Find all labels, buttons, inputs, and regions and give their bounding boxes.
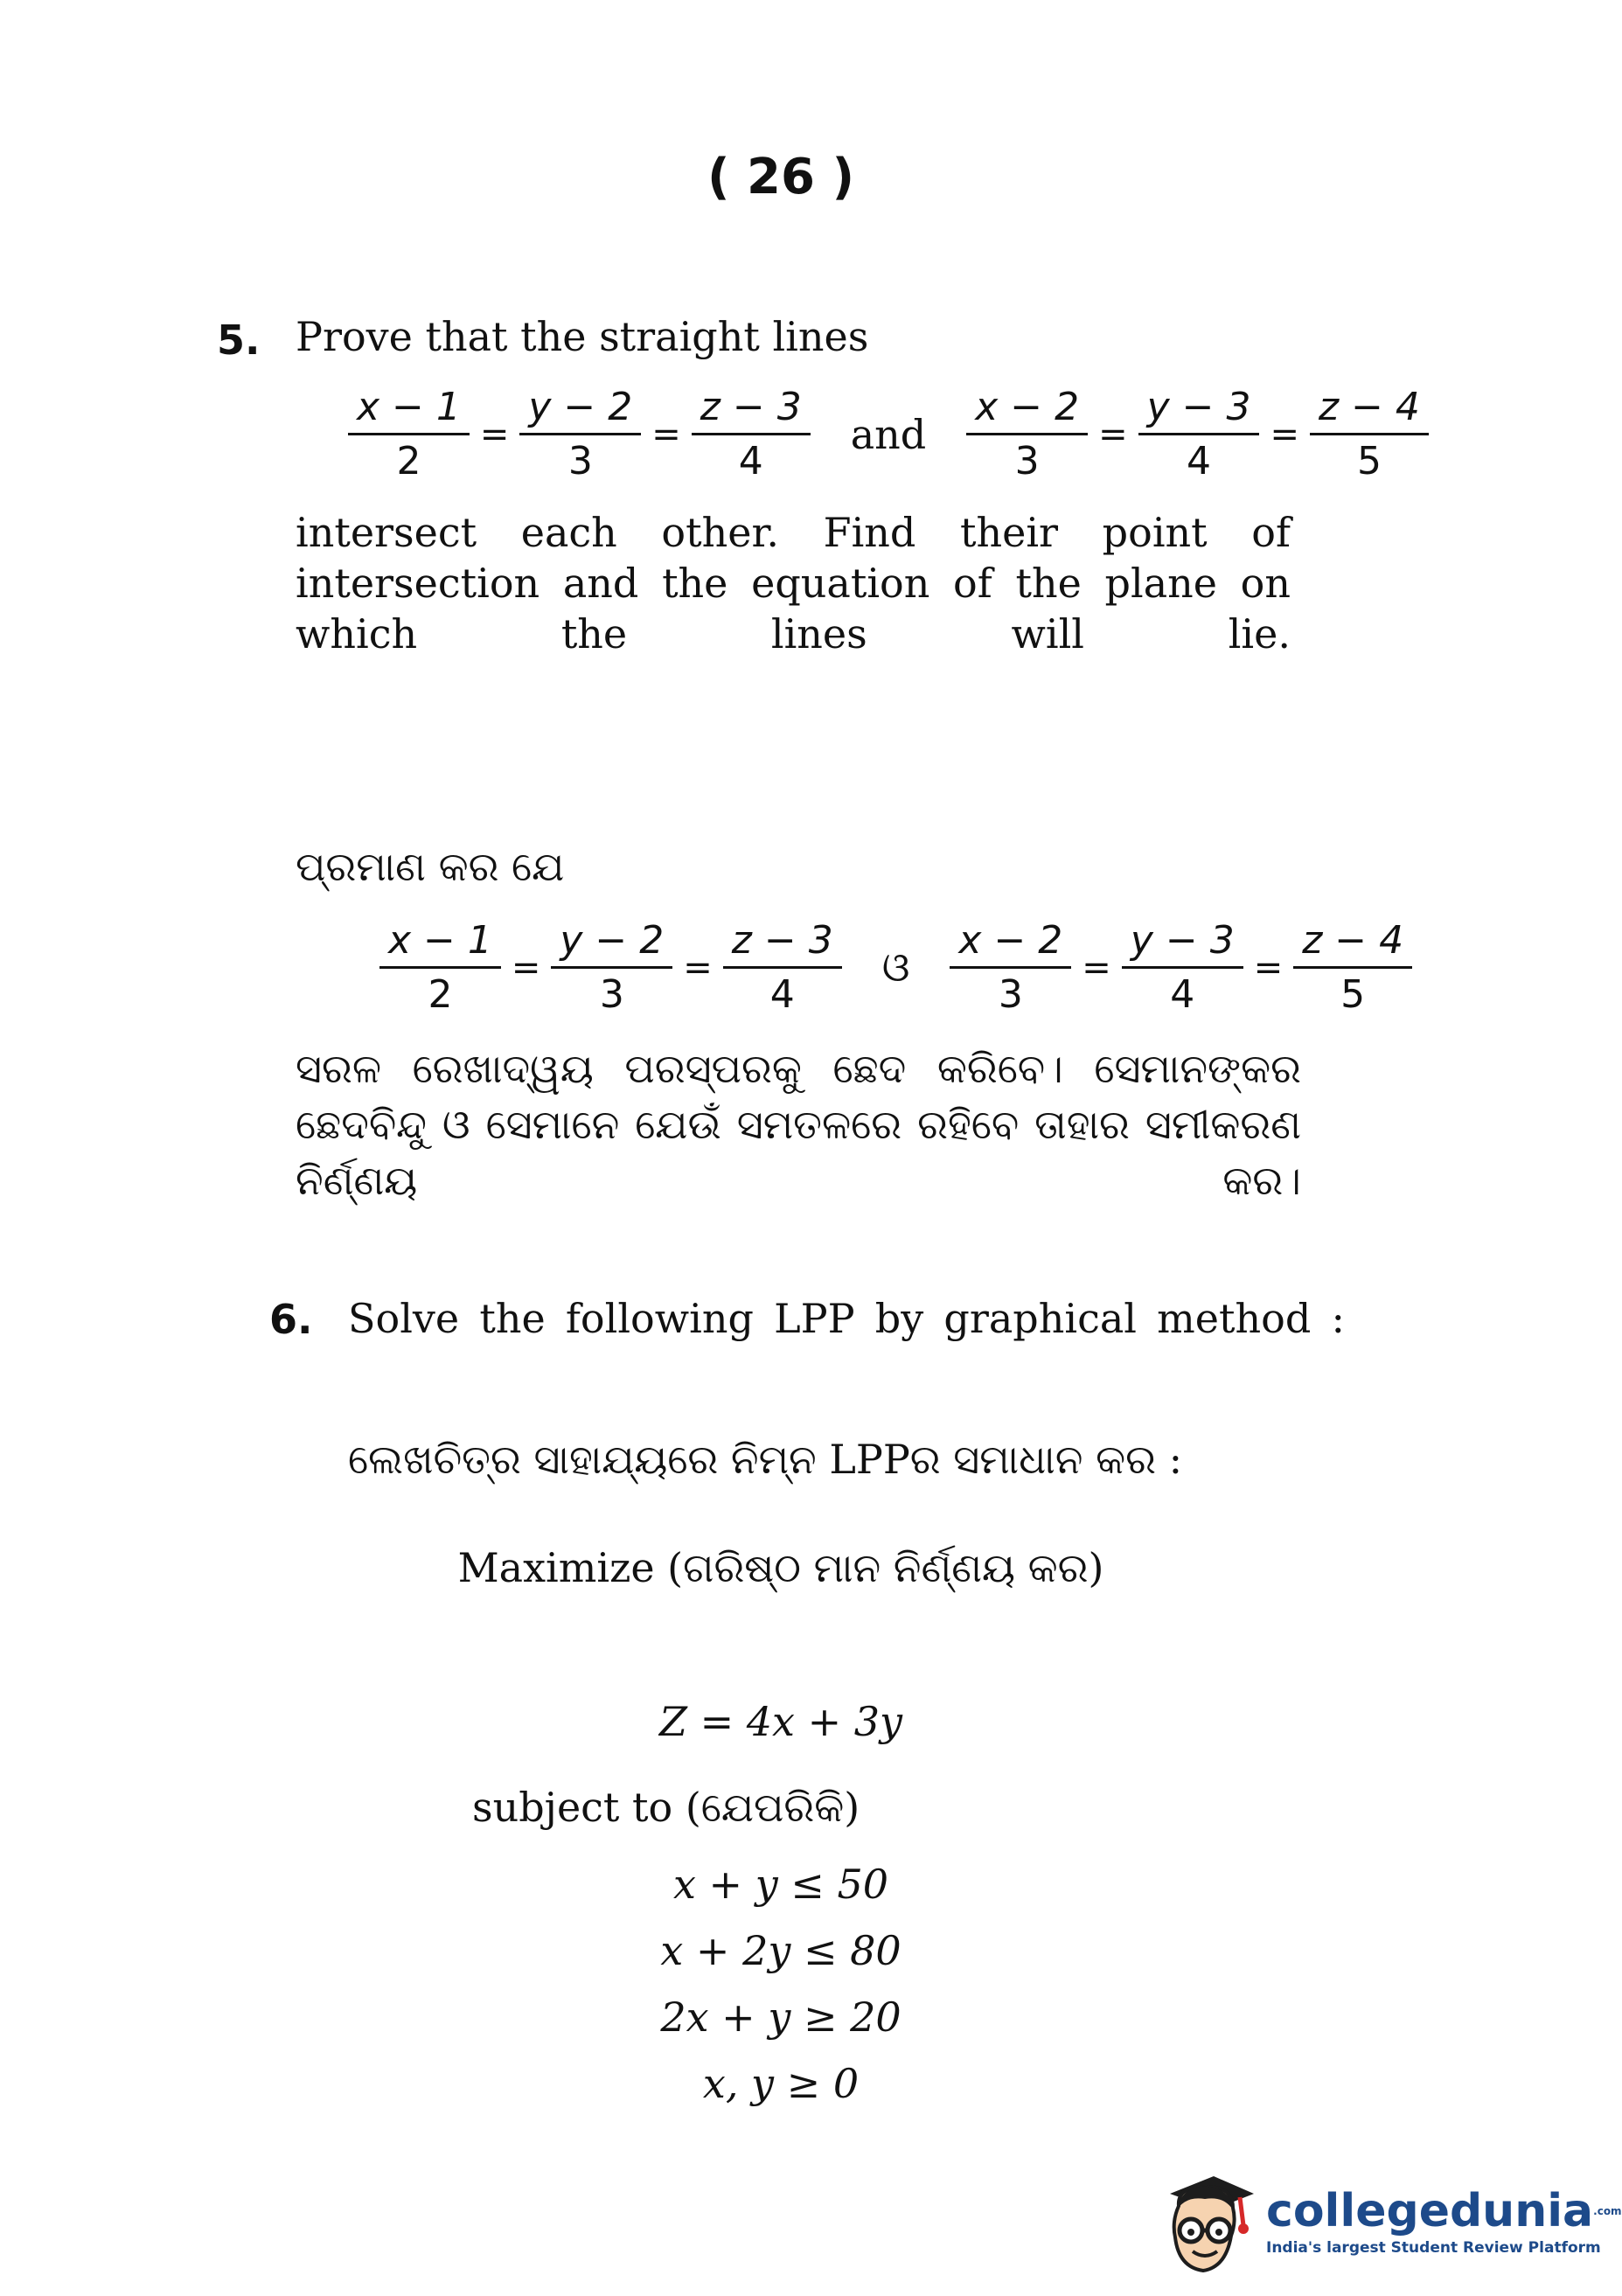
denominator: 2 <box>396 439 421 484</box>
student-mascot-icon <box>1152 2160 1257 2283</box>
fraction <box>692 385 811 484</box>
page-number: ( 26 ) <box>707 149 855 205</box>
fraction <box>1138 385 1260 484</box>
denominator: 2 <box>428 972 453 1017</box>
question-5-intro-odia: ପ୍ରମାଣ କର ଯେ <box>296 843 565 890</box>
question-5-equations-en: $\frac{x - 1}{2}$ = $\frac{y - 2}{3}$ = $\frac{z - 3}{4}$ and $\frac{x - 2}{3}$ = $\frac{y - 3}{4}$ = $\frac{z - 4}{5}$ <box>343 385 1434 484</box>
logo-tagline: India's largest Student Review Platform <box>1266 2239 1601 2257</box>
numerator: x − 1 <box>388 918 492 963</box>
numerator: x − 2 <box>975 385 1080 429</box>
numerator: z − 3 <box>731 918 833 963</box>
conjunction-o: ଓ <box>881 943 910 991</box>
denominator: 3 <box>567 439 593 484</box>
fraction <box>1310 385 1429 484</box>
maximize-label: Maximize (ଗରିଷ୍ଠ ମାନ ନିର୍ଣ୍ଣୟ କର) <box>457 1544 1104 1591</box>
subject-to-label: subject to (ଯେପରିକି) <box>472 1784 860 1831</box>
constraint: x + 2y ≤ 80 <box>660 1927 901 1974</box>
logo-suffix: .com <box>1593 2205 1622 2217</box>
constraint: x, y ≥ 0 <box>702 2060 860 2107</box>
numerator: z − 4 <box>1319 385 1420 429</box>
question-5-intro: Prove that the straight lines <box>296 313 869 360</box>
collegedunia-logo[interactable] <box>1152 2156 1622 2287</box>
numerator: z − 4 <box>1302 918 1404 963</box>
numerator: x − 2 <box>958 918 1063 963</box>
constraint: x + y ≤ 50 <box>672 1861 889 1908</box>
numerator: y − 3 <box>1146 385 1251 429</box>
fraction <box>950 918 1071 1017</box>
numerator: y − 2 <box>560 918 665 963</box>
logo-name: collegedunia <box>1266 2185 1594 2237</box>
denominator: 5 <box>1356 439 1382 484</box>
question-5-body-odia: ସରଳ ରେଖାଦ୍ୱୟ ପରସ୍ପରକୁ ଛେଦ କରିବେ। ସେମାନଙ୍କର ଛେଦବିନ୍ଦୁ ଓ ସେମାନେ ଯେଉଁ ସମତଳରେ ରହିବେ ତାହାର ସମୀକରଣ ନିର୍ଣ୍ଣୟ କର। <box>296 1045 1301 1204</box>
fraction <box>519 385 641 484</box>
question-6-intro-odia: ଲେଖଚିତ୍ର ସାହାଯ୍ୟରେ ନିମ୍ନ LPPର ସମାଧାନ କର : <box>348 1436 1183 1483</box>
fraction <box>1122 918 1243 1017</box>
question-5-body-en: intersect each other. Find their point of intersection and the equation of the plane on which the lines will lie. <box>296 509 1291 657</box>
question-5-equations-odia: $\frac{x - 1}{2}$ = $\frac{y - 2}{3}$ = $\frac{z - 3}{4}$ ଓ $\frac{x - 2}{3}$ = $\frac{y - 3}{4}$ = $\frac{z - 4}{5}$ <box>374 918 1417 1017</box>
question-6-intro: Solve the following LPP by graphical method : <box>348 1295 1345 1342</box>
denominator: 4 <box>1187 439 1212 484</box>
fraction <box>379 918 501 1017</box>
denominator: 3 <box>998 972 1023 1017</box>
conjunction-and: and <box>850 410 927 458</box>
fraction <box>966 385 1088 484</box>
denominator: 4 <box>1170 972 1195 1017</box>
fraction <box>348 385 470 484</box>
question-5-number: 5. <box>217 317 261 364</box>
denominator: 4 <box>738 439 763 484</box>
numerator: x − 1 <box>357 385 461 429</box>
fraction <box>1293 918 1412 1017</box>
numerator: z − 3 <box>700 385 802 429</box>
question-6-number: 6. <box>269 1296 313 1343</box>
constraint: 2x + y ≥ 20 <box>660 1993 901 2041</box>
objective-function: Z = 4x + 3y <box>659 1698 902 1745</box>
denominator: 3 <box>1014 439 1040 484</box>
denominator: 5 <box>1340 972 1366 1017</box>
fraction <box>723 918 842 1017</box>
denominator: 4 <box>769 972 795 1017</box>
numerator: y − 3 <box>1130 918 1235 963</box>
numerator: y − 2 <box>528 385 633 429</box>
fraction <box>551 918 672 1017</box>
denominator: 3 <box>599 972 624 1017</box>
